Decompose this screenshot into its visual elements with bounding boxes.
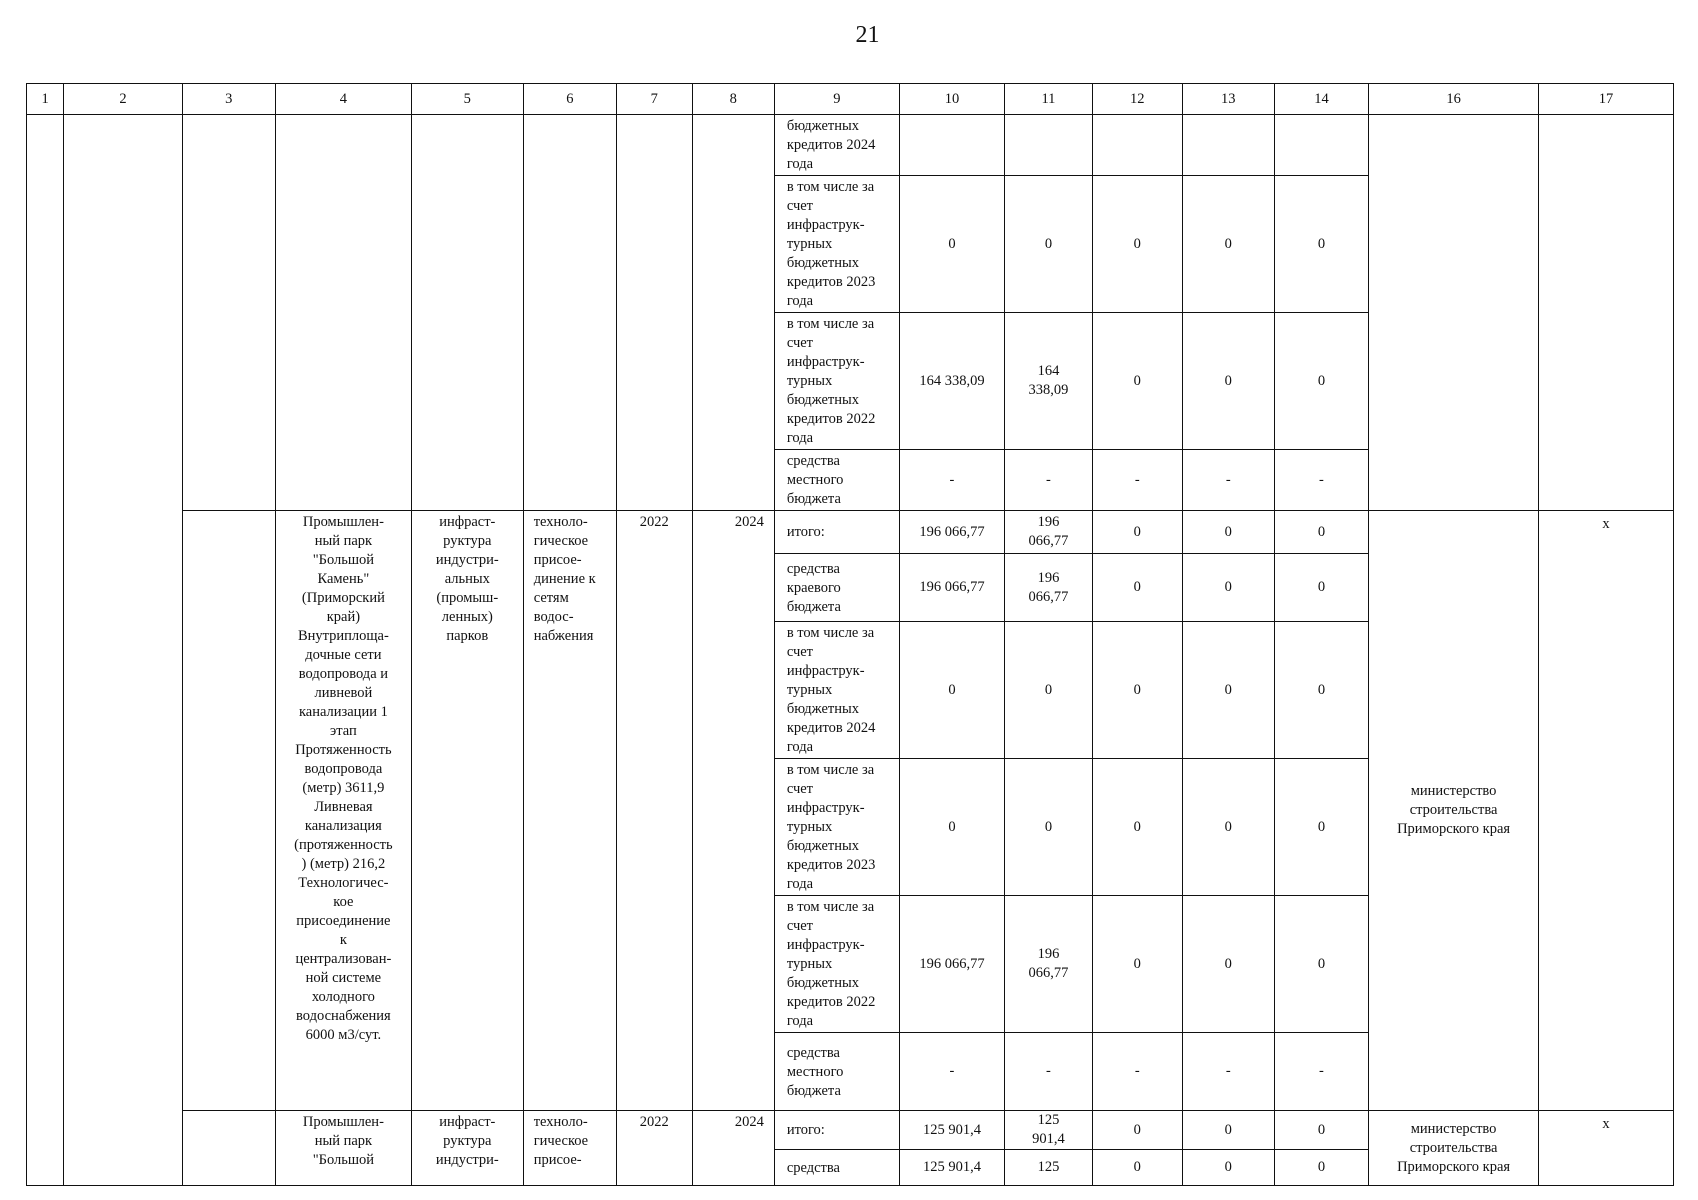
funding-source-label: средства краевого бюджета: [774, 554, 899, 622]
value-cell: 196 066,77: [899, 554, 1004, 622]
table-row: [27, 115, 1674, 176]
funding-source-label: в том числе за счет инфраструк- турных бюджетных кредитов 2023 года: [774, 759, 899, 896]
table-row: [27, 511, 1674, 554]
funding-source-label: итого:: [774, 511, 899, 554]
value-cell: 0: [1092, 511, 1182, 554]
col1-cell: [27, 115, 64, 1186]
value-cell: -: [1092, 1033, 1182, 1111]
column-header: 2: [64, 84, 182, 115]
col8-cell: [692, 115, 774, 511]
value-cell: 196 066,77: [1005, 511, 1093, 554]
value-cell: 0: [1182, 896, 1274, 1033]
column-header: 11: [1005, 84, 1093, 115]
value-cell: 0: [1092, 313, 1182, 450]
col2-cell: [64, 115, 182, 1186]
col5-cell: [411, 115, 523, 511]
responsible-authority: министерство строительства Приморского края: [1369, 511, 1539, 1111]
mark-cell: х: [1539, 511, 1674, 1111]
value-cell: [1274, 115, 1368, 176]
funding-source-label: средства местного бюджета: [774, 1033, 899, 1111]
column-header: 3: [182, 84, 275, 115]
object-type: инфраст- руктура индустри-: [411, 1111, 523, 1186]
value-cell: 0: [1005, 176, 1093, 313]
value-cell: -: [1005, 450, 1093, 511]
value-cell: 164 338,09: [899, 313, 1004, 450]
col17-cell: [1539, 115, 1674, 511]
value-cell: 0: [1182, 759, 1274, 896]
value-cell: 0: [1274, 1150, 1368, 1186]
value-cell: 0: [1092, 622, 1182, 759]
col3-cell: [182, 115, 275, 511]
value-cell: [1005, 115, 1093, 176]
column-header: 14: [1274, 84, 1368, 115]
col6-cell: [523, 115, 616, 511]
value-cell: 196 066,77: [1005, 554, 1093, 622]
object-name: Промышлен- ный парк "Большой Камень" (Приморский край) Внутриплоща- дочные сети водопровода и ливневой канализации 1 этап Протяженность водопровода (метр) 3611,9 Ливневая канализация (протяженность ) (метр) 216,2 Технологичес- кое присоединение к централизован- ной системе холодного водоснабжения 6000 м3/сут.: [275, 511, 411, 1111]
object-name: Промышлен- ный парк "Большой: [275, 1111, 411, 1186]
responsible-cell: [1369, 115, 1539, 511]
value-cell: 0: [1005, 622, 1093, 759]
column-header: 9: [774, 84, 899, 115]
funding-source-label: в том числе за счет инфраструк- турных бюджетных кредитов 2022 года: [774, 313, 899, 450]
object-purpose: техноло- гическое присое- динение к сетям водос- набжения: [523, 511, 616, 1111]
value-cell: 0: [899, 622, 1004, 759]
value-cell: 0: [1092, 176, 1182, 313]
funding-source-label: средства местного бюджета: [774, 450, 899, 511]
value-cell: -: [1182, 1033, 1274, 1111]
value-cell: 0: [1092, 554, 1182, 622]
column-header: 16: [1369, 84, 1539, 115]
column-header: 5: [411, 84, 523, 115]
value-cell: 0: [1274, 896, 1368, 1033]
value-cell: -: [1182, 450, 1274, 511]
value-cell: -: [1274, 1033, 1368, 1111]
value-cell: 0: [1274, 622, 1368, 759]
value-cell: 0: [1182, 511, 1274, 554]
responsible-authority: министерство строительства Приморского края: [1369, 1111, 1539, 1186]
page-number: 21: [855, 22, 880, 48]
value-cell: 0: [899, 176, 1004, 313]
column-header: 7: [616, 84, 692, 115]
column-header: 12: [1092, 84, 1182, 115]
value-cell: 0: [1182, 1150, 1274, 1186]
value-cell: 196 066,77: [1005, 896, 1093, 1033]
value-cell: 0: [1182, 176, 1274, 313]
value-cell: 0: [1274, 1111, 1368, 1150]
start-year: 2022: [616, 511, 692, 1111]
funding-source-label: бюджетных кредитов 2024 года: [774, 115, 899, 176]
column-header: 4: [275, 84, 411, 115]
end-year: 2024: [692, 1111, 774, 1186]
value-cell: 0: [1274, 554, 1368, 622]
value-cell: 0: [1182, 313, 1274, 450]
value-cell: 125 901,4: [899, 1150, 1004, 1186]
value-cell: 0: [1182, 622, 1274, 759]
value-cell: [899, 115, 1004, 176]
column-header: 6: [523, 84, 616, 115]
col4-cell: [275, 115, 411, 511]
end-year: 2024: [692, 511, 774, 1111]
value-cell: 0: [1005, 759, 1093, 896]
column-header: 1: [27, 84, 64, 115]
value-cell: -: [899, 450, 1004, 511]
column-header: 10: [899, 84, 1004, 115]
value-cell: -: [1092, 450, 1182, 511]
column-header: 8: [692, 84, 774, 115]
value-cell: -: [899, 1033, 1004, 1111]
funding-source-label: итого:: [774, 1111, 899, 1150]
value-cell: 0: [1274, 313, 1368, 450]
column-header: 17: [1539, 84, 1674, 115]
budget-table: [26, 83, 1674, 1186]
column-header: 13: [1182, 84, 1274, 115]
header-row: [27, 84, 1674, 115]
value-cell: 164 338,09: [1005, 313, 1093, 450]
value-cell: 0: [1274, 759, 1368, 896]
object-purpose: техноло- гическое присое-: [523, 1111, 616, 1186]
funding-source-label: средства: [774, 1150, 899, 1186]
value-cell: 0: [1092, 1111, 1182, 1150]
value-cell: 0: [1274, 176, 1368, 313]
value-cell: 125 901,4: [1005, 1111, 1093, 1150]
value-cell: 0: [1182, 1111, 1274, 1150]
start-year: 2022: [616, 1111, 692, 1186]
value-cell: 0: [1182, 554, 1274, 622]
value-cell: 196 066,77: [899, 896, 1004, 1033]
object-type: инфраст- руктура индустри- альных (промыш- ленных) парков: [411, 511, 523, 1111]
value-cell: [1092, 115, 1182, 176]
value-cell: -: [1005, 1033, 1093, 1111]
col3-cell: [182, 511, 275, 1111]
col3-cell: [182, 1111, 275, 1186]
value-cell: 0: [1274, 511, 1368, 554]
funding-source-label: в том числе за счет инфраструк- турных бюджетных кредитов 2024 года: [774, 622, 899, 759]
funding-source-label: в том числе за счет инфраструк- турных бюджетных кредитов 2023 года: [774, 176, 899, 313]
value-cell: 0: [1092, 896, 1182, 1033]
table-row: [27, 1111, 1674, 1150]
mark-cell: х: [1539, 1111, 1674, 1186]
value-cell: 0: [1092, 1150, 1182, 1186]
value-cell: 125 901,4: [899, 1111, 1004, 1150]
funding-source-label: в том числе за счет инфраструк- турных бюджетных кредитов 2022 года: [774, 896, 899, 1033]
value-cell: 196 066,77: [899, 511, 1004, 554]
col7-cell: [616, 115, 692, 511]
value-cell: -: [1274, 450, 1368, 511]
value-cell: 125: [1005, 1150, 1093, 1186]
value-cell: [1182, 115, 1274, 176]
value-cell: 0: [899, 759, 1004, 896]
value-cell: 0: [1092, 759, 1182, 896]
